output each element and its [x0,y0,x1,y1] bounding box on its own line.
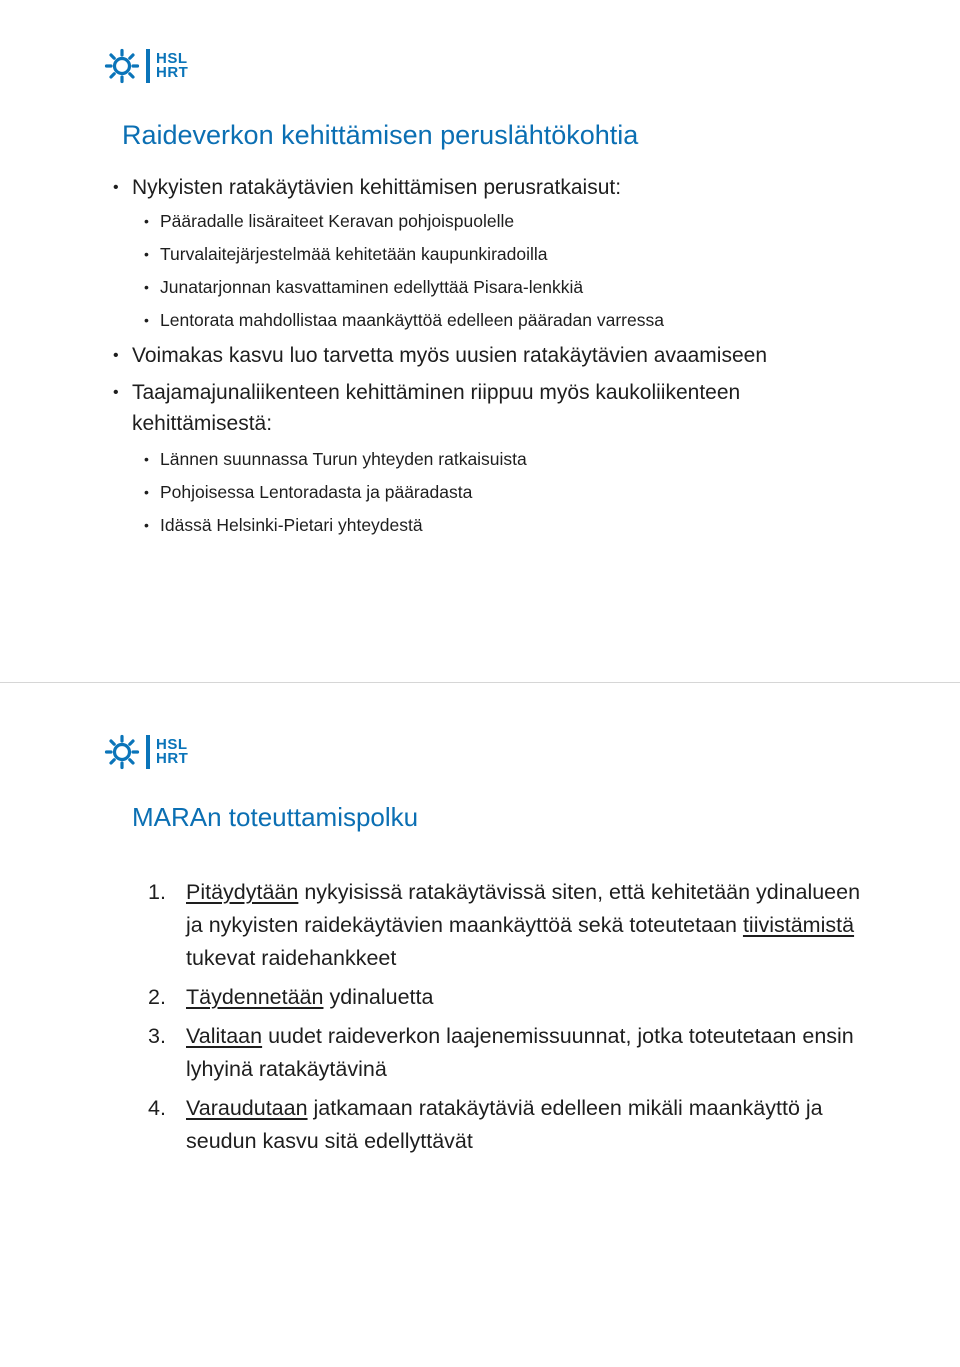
sub-bullet-1-4: • Lentorata mahdollistaa maankäyttöä edelleen pääradan varressa [112,304,892,337]
logo-wordmark [156,738,188,766]
logo-line-1: HSL [156,50,188,67]
sub-bullet-1-3: • Junatarjonnan kasvattaminen edellyttää Pisara-lenkkiä [112,271,892,304]
logo-wordmark [156,52,188,80]
step-number: 2. [148,985,166,1009]
logo-line-2: HRT [156,750,189,767]
bullet-1: • Nykyisten ratakäytävien kehittämisen perusratkaisut: [112,172,892,203]
bullet-2: • Voimakas kasvu luo tarvetta myös uusien ratakäytävien avaamiseen [112,340,892,371]
logo-divider [146,49,150,83]
step-text: nykyisissä ratakäytävissä siten, että kehitetään ydinalueen ja nykyisten raidekäytävien maankäyttöä sekä toteutetaan [186,880,861,937]
hsl-logo [104,48,188,84]
step-text: tukevat raidehankkeet [186,946,397,970]
step-text: uudet raideverkon laajenemissuunnat, jotka toteutetaan ensin lyhyinä ratakäytävinä [186,1024,854,1081]
slide-2 [0,684,960,1367]
bullet-3: • Taajamajunaliikenteen kehittäminen riippuu myös kaukoliikenteen kehittämisestä: [112,377,812,439]
sub-bullet-3-2: • Pohjoisessa Lentoradasta ja pääradasta [112,476,892,509]
sub-bullet-3-3: • Idässä Helsinki-Pietari yhteydestä [112,509,892,542]
step-2 [148,981,868,1014]
hsl-logo [104,734,188,770]
step-number: 3. [148,1024,166,1048]
step-keyword: Valitaan [186,1024,263,1048]
hsl-sun-icon [104,48,140,84]
step-keyword: Täydennetään [186,985,324,1009]
slide-1-bullet-list [112,172,892,542]
step-keyword: Varaudutaan [186,1096,308,1120]
sub-bullet-3-1: • Lännen suunnassa Turun yhteyden ratkaisuista [112,443,892,476]
logo-line-1: HSL [156,736,188,753]
step-keyword: Pitäydytään [186,880,299,904]
sub-bullet-1-1: • Pääradalle lisäraiteet Keravan pohjoispuolelle [112,205,892,238]
hsl-sun-icon [104,734,140,770]
step-text: ydinaluetta [323,985,434,1009]
slide-separator [0,682,960,683]
step-3 [148,1020,868,1086]
slide-1 [0,0,960,682]
step-number: 4. [148,1096,166,1120]
step-4 [148,1092,868,1158]
step-1 [148,876,868,975]
logo-line-2: HRT [156,64,189,81]
slide-2-title: MARAn toteuttamispolku [132,802,419,832]
slide-1-title: Raideverkon kehittämisen peruslähtökohtia [122,120,639,150]
step-text: jatkamaan ratakäytäviä edelleen mikäli maankäyttö ja seudun kasvu sitä edellyttävät [186,1096,823,1153]
logo-divider [146,735,150,769]
step-keyword: tiivistämistä [742,913,855,937]
implementation-steps-list [148,876,868,1164]
step-number: 1. [148,880,166,904]
sub-bullet-1-2: • Turvalaitejärjestelmää kehitetään kaupunkiradoilla [112,238,892,271]
